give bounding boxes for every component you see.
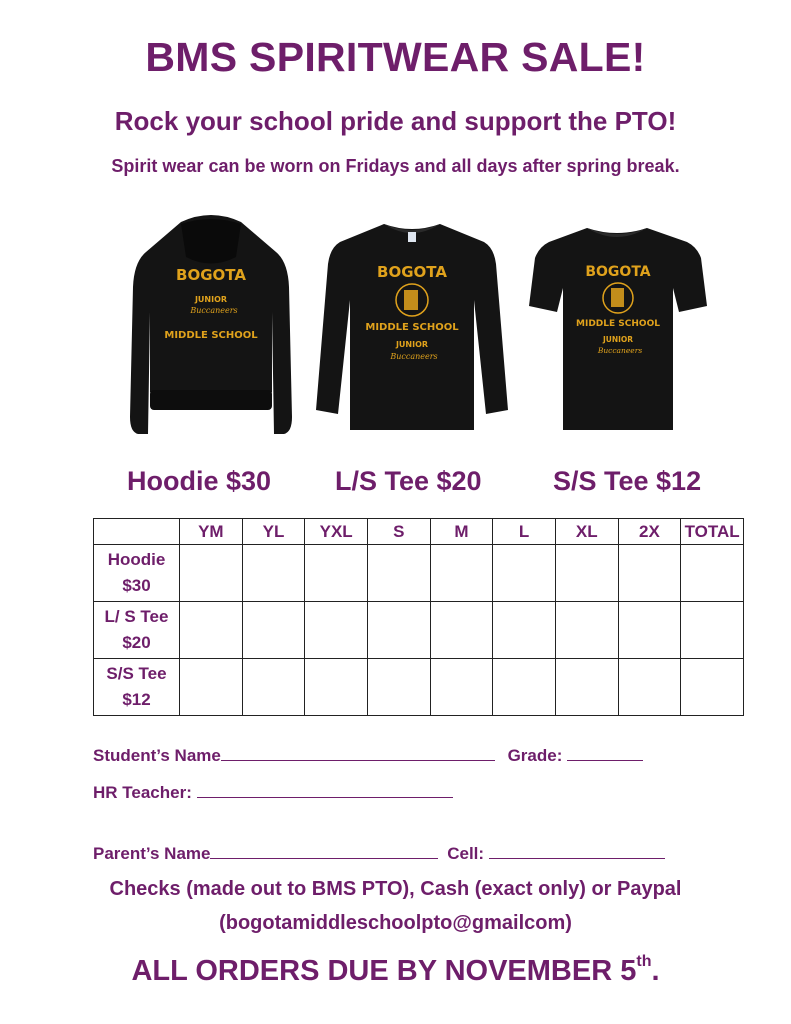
short-sleeve-tee-price-label: S/S Tee $12 bbox=[553, 466, 702, 496]
paypal-email: (bogotamiddleschoolpto@gmailcom) bbox=[219, 912, 572, 934]
column-header-l: L bbox=[493, 519, 556, 545]
svg-text:BOGOTA: BOGOTA bbox=[176, 266, 246, 284]
student-name-label: Student’s Name bbox=[93, 746, 221, 765]
svg-text:Buccaneers: Buccaneers bbox=[190, 306, 238, 315]
grade-label: Grade: bbox=[507, 746, 563, 765]
svg-text:Buccaneers: Buccaneers bbox=[597, 346, 643, 355]
qty-cell-hoodie-ym[interactable] bbox=[180, 545, 243, 602]
qty-cell-ls-tee-s[interactable] bbox=[367, 602, 430, 659]
total-cell-ss-tee[interactable] bbox=[681, 659, 744, 716]
row-item-name: Hoodie bbox=[107, 550, 166, 569]
qty-cell-ss-tee-xl[interactable] bbox=[555, 659, 618, 716]
column-header-2x: 2X bbox=[618, 519, 681, 545]
column-header-blank bbox=[94, 519, 180, 545]
long-sleeve-tee-image bbox=[314, 220, 510, 436]
order-table-header-row bbox=[94, 519, 744, 545]
svg-text:JUNIOR: JUNIOR bbox=[395, 340, 429, 349]
qty-cell-ss-tee-m[interactable] bbox=[430, 659, 493, 716]
wear-policy-note: Spirit wear can be worn on Fridays and all days after spring break. bbox=[111, 156, 680, 176]
svg-text:JUNIOR: JUNIOR bbox=[194, 295, 228, 304]
deadline-text: ALL ORDERS DUE BY NOVEMBER 5 bbox=[131, 955, 637, 987]
qty-cell-ls-tee-l[interactable] bbox=[493, 602, 556, 659]
qty-cell-hoodie-m[interactable] bbox=[430, 545, 493, 602]
row-header-long-sleeve-tee bbox=[94, 602, 180, 659]
svg-text:MIDDLE SCHOOL: MIDDLE SCHOOL bbox=[164, 330, 258, 341]
parent-name-label: Parent’s Name bbox=[93, 844, 211, 863]
total-cell-ls-tee[interactable] bbox=[681, 602, 744, 659]
subtitle: Rock your school pride and support the PTO! bbox=[114, 106, 677, 136]
table-row-short-sleeve-tee bbox=[94, 659, 744, 716]
payment-methods: Checks (made out to BMS PTO), Cash (exact only) or Paypal bbox=[109, 878, 682, 900]
qty-cell-hoodie-yl[interactable] bbox=[242, 545, 305, 602]
svg-text:BOGOTA: BOGOTA bbox=[377, 263, 447, 281]
parent-name-field[interactable] bbox=[210, 844, 438, 859]
row-item-price: $20 bbox=[122, 633, 151, 652]
short-sleeve-tee-image bbox=[527, 222, 709, 436]
svg-text:Buccaneers: Buccaneers bbox=[390, 352, 438, 361]
row-item-name: L/ S Tee bbox=[104, 607, 169, 626]
qty-cell-ss-tee-ym[interactable] bbox=[180, 659, 243, 716]
qty-cell-ss-tee-yl[interactable] bbox=[242, 659, 305, 716]
row-header-hoodie bbox=[94, 545, 180, 602]
grade-field[interactable] bbox=[567, 746, 643, 761]
qty-cell-ls-tee-2x[interactable] bbox=[618, 602, 681, 659]
page-title: BMS SPIRITWEAR SALE! bbox=[145, 34, 646, 80]
table-row-long-sleeve-tee bbox=[94, 602, 744, 659]
student-info-line bbox=[93, 746, 643, 766]
cell-label: Cell: bbox=[447, 844, 485, 863]
parent-info-line bbox=[93, 844, 665, 864]
hoodie-image bbox=[126, 212, 296, 444]
qty-cell-ls-tee-ym[interactable] bbox=[180, 602, 243, 659]
svg-text:JUNIOR: JUNIOR bbox=[602, 335, 634, 344]
column-header-yl: YL bbox=[242, 519, 305, 545]
qty-cell-ss-tee-l[interactable] bbox=[493, 659, 556, 716]
row-item-price: $12 bbox=[122, 690, 151, 709]
column-header-m: M bbox=[430, 519, 493, 545]
qty-cell-hoodie-s[interactable] bbox=[367, 545, 430, 602]
deadline-ordinal-suffix: th bbox=[636, 953, 652, 970]
hoodie-price-label: Hoodie $30 bbox=[127, 466, 272, 496]
hr-teacher-label: HR Teacher: bbox=[93, 783, 192, 802]
qty-cell-ss-tee-yxl[interactable] bbox=[305, 659, 368, 716]
column-header-xl: XL bbox=[555, 519, 618, 545]
cell-field[interactable] bbox=[489, 844, 665, 859]
total-cell-hoodie[interactable] bbox=[681, 545, 744, 602]
column-header-ym: YM bbox=[180, 519, 243, 545]
student-name-field[interactable] bbox=[221, 746, 495, 761]
qty-cell-hoodie-xl[interactable] bbox=[555, 545, 618, 602]
qty-cell-ls-tee-yxl[interactable] bbox=[305, 602, 368, 659]
column-header-s: S bbox=[367, 519, 430, 545]
hr-teacher-line bbox=[93, 783, 453, 803]
svg-text:MIDDLE SCHOOL: MIDDLE SCHOOL bbox=[576, 319, 660, 329]
qty-cell-ls-tee-xl[interactable] bbox=[555, 602, 618, 659]
qty-cell-hoodie-2x[interactable] bbox=[618, 545, 681, 602]
svg-text:BOGOTA: BOGOTA bbox=[585, 264, 651, 280]
row-header-short-sleeve-tee bbox=[94, 659, 180, 716]
qty-cell-ss-tee-2x[interactable] bbox=[618, 659, 681, 716]
order-deadline bbox=[0, 955, 791, 988]
deadline-period: . bbox=[651, 955, 660, 987]
qty-cell-hoodie-yxl[interactable] bbox=[305, 545, 368, 602]
qty-cell-ss-tee-s[interactable] bbox=[367, 659, 430, 716]
table-row-hoodie bbox=[94, 545, 744, 602]
svg-text:MIDDLE SCHOOL: MIDDLE SCHOOL bbox=[365, 322, 459, 333]
column-header-total: TOTAL bbox=[681, 519, 744, 545]
column-header-yxl: YXL bbox=[305, 519, 368, 545]
long-sleeve-tee-price-label: L/S Tee $20 bbox=[335, 466, 482, 496]
row-item-price: $30 bbox=[122, 576, 151, 595]
row-item-name: S/S Tee bbox=[106, 664, 167, 683]
order-table bbox=[93, 518, 744, 716]
hr-teacher-field[interactable] bbox=[197, 783, 453, 798]
qty-cell-hoodie-l[interactable] bbox=[493, 545, 556, 602]
qty-cell-ls-tee-m[interactable] bbox=[430, 602, 493, 659]
qty-cell-ls-tee-yl[interactable] bbox=[242, 602, 305, 659]
